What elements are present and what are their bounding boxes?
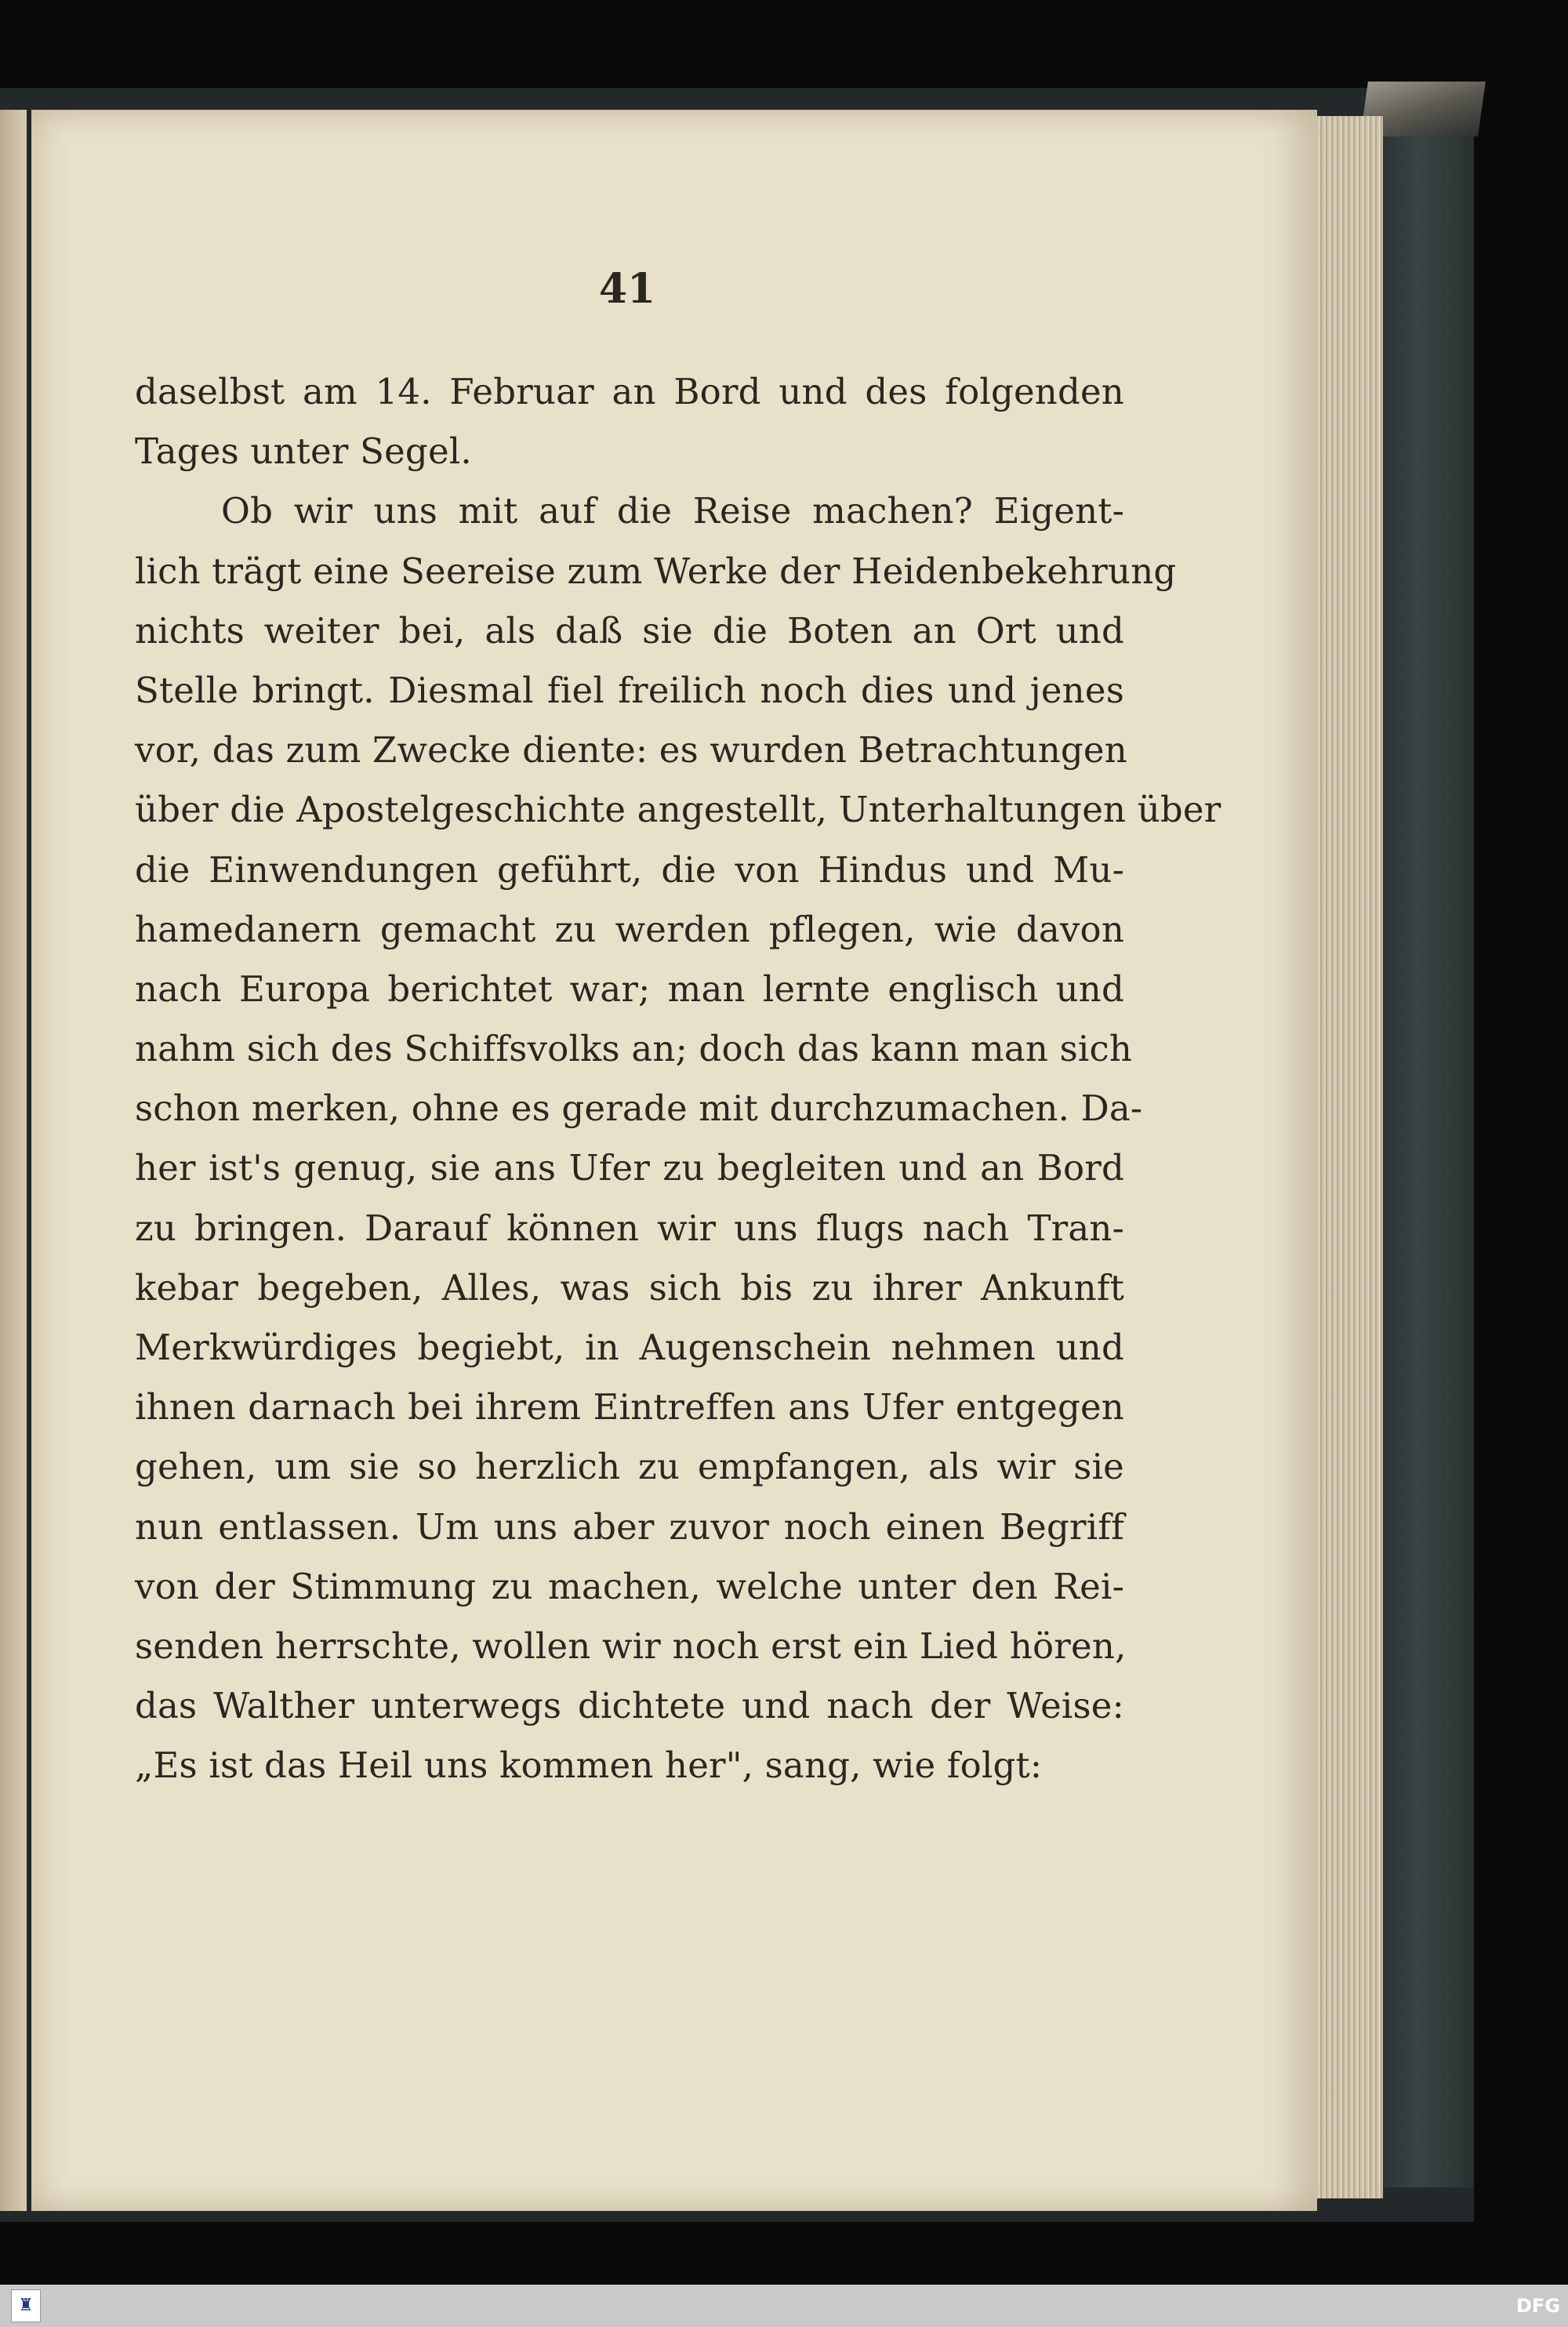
page-number: 41 — [598, 265, 656, 313]
text-line: Tages unter Segel. — [135, 430, 472, 473]
text-line: nun entlassen. Um uns aber zuvor noch einen Begriff — [135, 1505, 1124, 1548]
library-emblem-icon: ♜ — [11, 2289, 41, 2322]
text-line: von der Stimmung zu machen, welche unter den Rei- — [135, 1565, 1124, 1607]
text-line: vor, das zum Zwecke diente: es wurden Betrachtungen — [135, 729, 1127, 771]
text-line: Merkwürdiges begiebt, in Augenschein nehmen und — [135, 1327, 1124, 1368]
text-line: schon merken, ohne es gerade mit durchzumachen. Da- — [135, 1087, 1143, 1130]
text-line: daselbst am 14. Februar an Bord und des folgenden — [135, 371, 1124, 412]
text-line: lich trägt eine Seereise zum Werke der Heidenbekehrung — [135, 550, 1177, 592]
text-line: senden herrschte, wollen wir noch erst ein Lied hören, — [135, 1625, 1127, 1667]
facing-page-edge — [0, 110, 27, 2211]
text-line: hamedanern gemacht zu werden pflegen, wie davon — [135, 908, 1124, 950]
text-line: nach Europa berichtet war; man lernte englisch und — [135, 967, 1124, 1010]
text-line: zu bringen. Darauf können wir uns flugs nach Tran- — [135, 1207, 1124, 1249]
text-line: das Walther unterwegs dichtete und nach der Weise: — [135, 1685, 1124, 1727]
text-line: über die Apostelgeschichte angestellt, Unterhaltungen über — [135, 789, 1221, 831]
text-line: Stelle bringt. Diesmal fiel freilich noch dies und jenes — [135, 669, 1124, 711]
viewer-footer-bar — [0, 2285, 1568, 2327]
text-line: Ob wir uns mit auf die Reise machen? Eigent- — [221, 490, 1124, 532]
dfg-logo: DFG — [1515, 2295, 1560, 2317]
text-line: nichts weiter bei, als daß sie die Boten an Ort und — [135, 609, 1124, 652]
text-line: die Einwendungen geführt, die von Hindus und Mu- — [135, 848, 1124, 891]
text-line: kebar begeben, Alles, was sich bis zu ihrer Ankunft — [135, 1266, 1124, 1309]
text-line: her ist's genug, sie ans Ufer zu begleiten und an Bord — [135, 1147, 1124, 1189]
text-line: nahm sich des Schiffsvolks an; doch das kann man sich — [135, 1028, 1133, 1070]
body-text — [135, 362, 1221, 1796]
text-line: „Es ist das Heil uns kommen her", sang, wie folgt: — [135, 1744, 1043, 1787]
page-stack-edges — [1317, 116, 1383, 2198]
text-line: ihnen darnach bei ihrem Eintreffen ans Ufer entgegen — [135, 1386, 1124, 1429]
text-line: gehen, um sie so herzlich zu empfangen, als wir sie — [135, 1446, 1124, 1488]
book-cover-edge — [1380, 118, 1474, 2187]
